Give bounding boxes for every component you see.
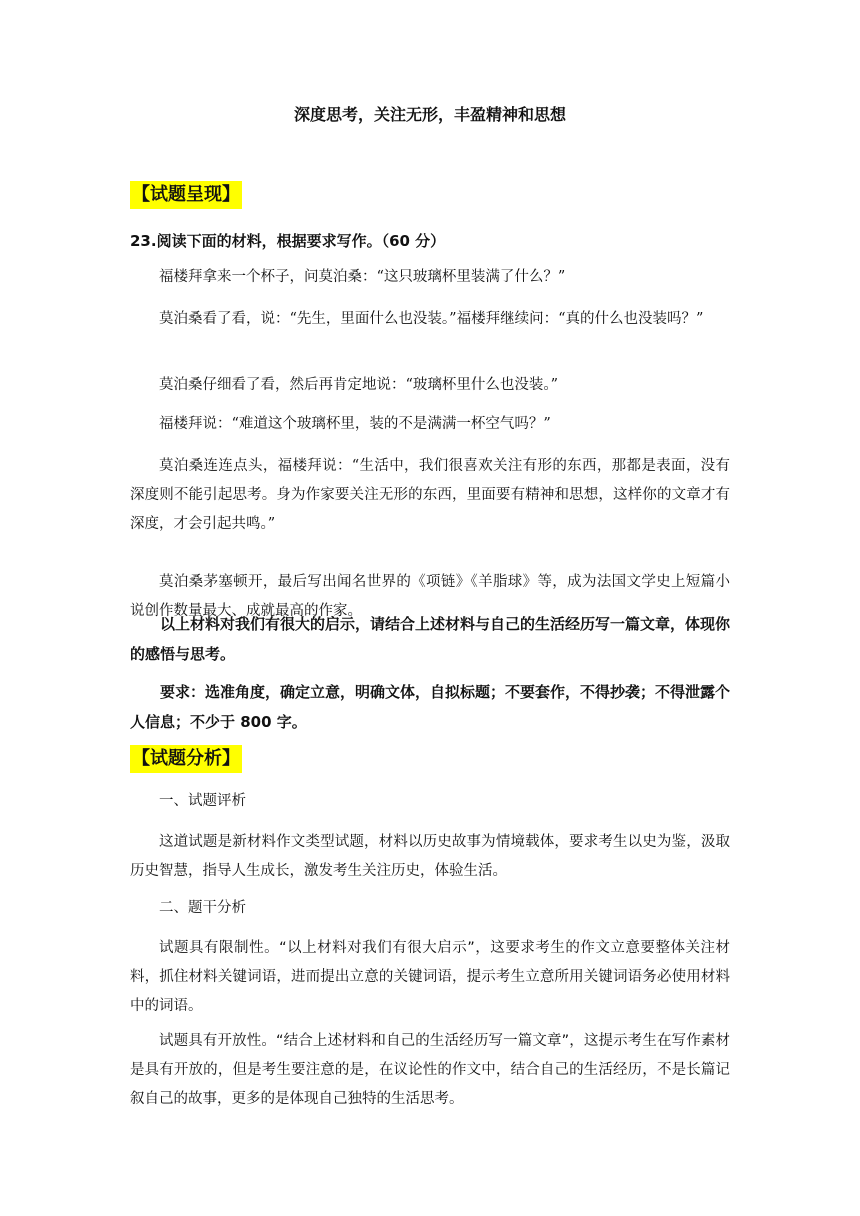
section-heading-analysis: 【试题分析】 [130,745,242,773]
question-heading: 23.阅读下面的材料，根据要求写作。（60 分） [130,232,446,250]
material-paragraph: 莫泊桑茅塞顿开，最后写出闻名世界的《项链》《羊脂球》等，成为法国文学史上短篇小说创作数量最大、成就最高的作家。 [130,574,730,619]
material-paragraph: 福楼拜拿来一个杯子，问莫泊桑：“这只玻璃杯里装满了什么？” [159,269,566,285]
analysis-subheading: 一、试题评析 [159,793,246,809]
section-heading-question: 【试题呈现】 [130,181,242,209]
analysis-paragraph: 这道试题是新材料作文类型试题，材料以历史故事为情境载体，要求考生以史为鉴，汲取历史智慧，指导人生成长，激发考生关注历史，体验生活。 [130,834,730,879]
material-paragraph: 福楼拜说：“难道这个玻璃杯里，装的不是满满一杯空气吗？” [159,416,551,432]
writing-prompt: 以上材料对我们有很大的启示，请结合上述材料与自己的生活经历写一篇文章，体现你的感悟与思考。 [130,615,731,663]
writing-requirements: 要求：选准角度，确定立意，明确文体，自拟标题；不要套作，不得抄袭；不得泄露个人信息；不少于 800 字。 [130,683,731,731]
material-paragraph: 莫泊桑看了看，说：“先生，里面什么也没装。”福楼拜继续问：“真的什么也没装吗？” [159,311,704,327]
document-title: 深度思考，关注无形，丰盈精神和思想 [293,105,566,124]
analysis-paragraph: 试题具有开放性。“结合上述材料和自己的生活经历写一篇文章”，这提示考生在写作素材是具有开放的，但是考生要注意的是，在议论性的作文中，结合自己的生活经历，不是长篇记叙自己的故事，更多的是体现自己独特的生活思考。 [130,1033,730,1107]
analysis-subheading: 二、题干分析 [159,900,246,916]
analysis-paragraph: 试题具有限制性。“以上材料对我们有很大启示”，这要求考生的作文立意要整体关注材料，抓住材料关键词语，进而提出立意的关键词语，提示考生立意所用关键词语务必使用材料中的词语。 [130,940,730,1014]
material-paragraph: 莫泊桑连连点头，福楼拜说：“生活中，我们很喜欢关注有形的东西，那都是表面，没有深度则不能引起思考。身为作家要关注无形的东西，里面要有精神和思想，这样你的文章才有深度，才会引起共鸣。” [130,458,730,532]
material-paragraph: 莫泊桑仔细看了看，然后再肯定地说：“玻璃杯里什么也没装。” [159,377,559,393]
